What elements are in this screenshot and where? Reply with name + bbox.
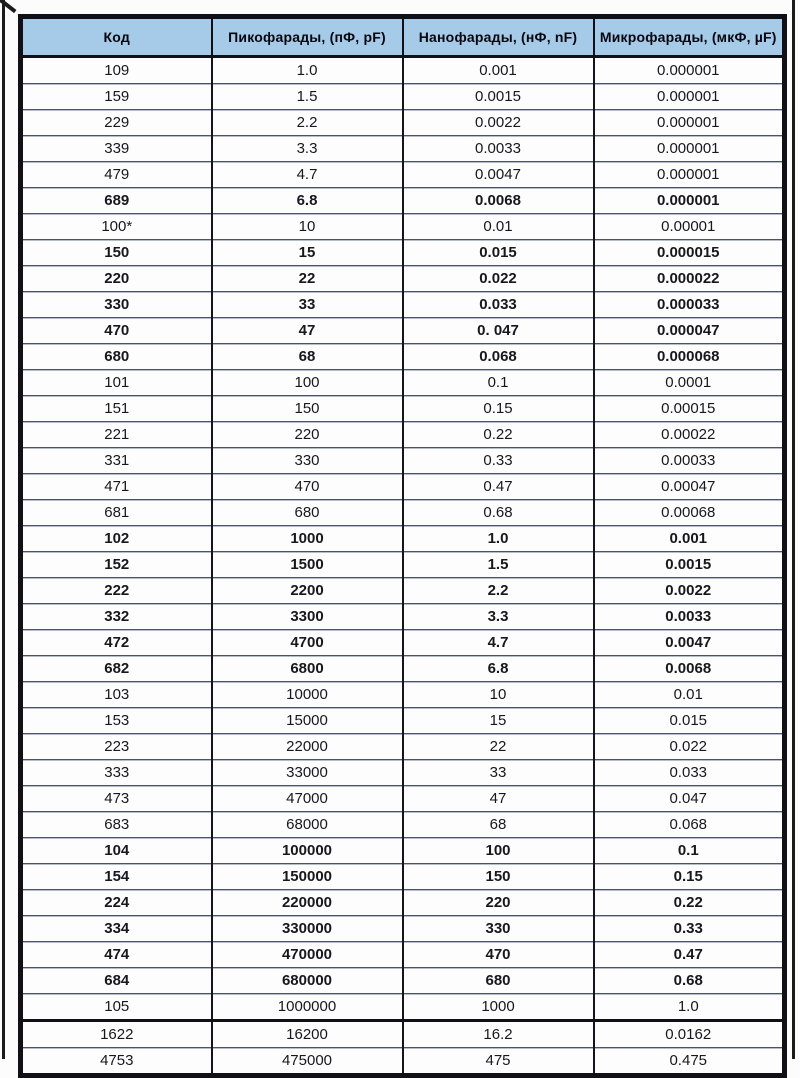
table-row [21,136,785,162]
cell: 471 [21,474,212,500]
cell: 0.068 [403,344,594,370]
table-row [21,1021,785,1048]
cell: 15000 [212,708,403,734]
table-row [21,422,785,448]
cell: 0.015 [403,240,594,266]
table-row [21,396,785,422]
cell: 47 [212,318,403,344]
cell: 0.0068 [403,188,594,214]
cell: 680 [212,500,403,526]
table-row [21,838,785,864]
cell: 479 [21,162,212,188]
cell: 0.0047 [594,630,785,656]
cell: 100* [21,214,212,240]
table-row [21,656,785,682]
cell: 159 [21,84,212,110]
cell: 0.00033 [594,448,785,474]
cell: 0.68 [403,500,594,526]
cell: 0.1 [403,370,594,396]
cell: 1.5 [403,552,594,578]
cell: 1.5 [212,84,403,110]
table-row [21,110,785,136]
cell: 683 [21,812,212,838]
cell: 0.001 [403,57,594,84]
cell: 330000 [212,916,403,942]
cell: 105 [21,994,212,1021]
column-header-2: Нанофарады, (нФ, nF) [403,17,594,57]
table-row [21,526,785,552]
cell: 332 [21,604,212,630]
cell: 0.00022 [594,422,785,448]
cell: 220000 [212,890,403,916]
cell: 470000 [212,942,403,968]
cell: 0.00047 [594,474,785,500]
cell: 0.0015 [403,84,594,110]
cell: 0.022 [403,266,594,292]
cell: 0.0162 [594,1021,785,1048]
cell: 15 [403,708,594,734]
cell: 0.068 [594,812,785,838]
table-row [21,916,785,942]
cell: 221 [21,422,212,448]
table-row [21,292,785,318]
cell: 151 [21,396,212,422]
cell: 3300 [212,604,403,630]
cell: 1000 [212,526,403,552]
table-body [21,57,785,1076]
cell: 0.0001 [594,370,785,396]
table-row [21,162,785,188]
cell: 330 [212,448,403,474]
cell: 0.000001 [594,162,785,188]
cell: 68 [403,812,594,838]
table-header [21,17,785,57]
table-row [21,630,785,656]
cell: 0.000001 [594,136,785,162]
cell: 22000 [212,734,403,760]
cell: 680000 [212,968,403,994]
cell: 3.3 [403,604,594,630]
table-row [21,370,785,396]
cell: 1.0 [594,994,785,1021]
cell: 0.0015 [594,552,785,578]
cell: 0.000015 [594,240,785,266]
cell: 680 [403,968,594,994]
cell: 4700 [212,630,403,656]
cell: 0.15 [403,396,594,422]
column-header-0: Код [21,17,212,57]
cell: 33000 [212,760,403,786]
cell: 220 [212,422,403,448]
cell: 0.68 [594,968,785,994]
cell: 1000000 [212,994,403,1021]
table-row [21,344,785,370]
column-header-1: Пикофарады, (пФ, pF) [212,17,403,57]
cell: 22 [403,734,594,760]
table-row [21,266,785,292]
cell: 0.047 [594,786,785,812]
cell: 224 [21,890,212,916]
cell: 220 [21,266,212,292]
cell: 0.0033 [403,136,594,162]
cell: 330 [403,916,594,942]
cell: 100 [212,370,403,396]
cell: 0.0022 [594,578,785,604]
cell: 1000 [403,994,594,1021]
table-row [21,57,785,84]
cell: 0.000001 [594,110,785,136]
cell: 680 [21,344,212,370]
cell: 150 [403,864,594,890]
cell: 0.000001 [594,57,785,84]
cell: 0.01 [594,682,785,708]
cell: 0.000033 [594,292,785,318]
cell: 0.1 [594,838,785,864]
cell: 0.000022 [594,266,785,292]
cell: 33 [403,760,594,786]
column-header-3: Микрофарады, (мкФ, µF) [594,17,785,57]
cell: 339 [21,136,212,162]
cell: 15 [212,240,403,266]
cell: 0.0022 [403,110,594,136]
cell: 4.7 [403,630,594,656]
cell: 330 [21,292,212,318]
cell: 103 [21,682,212,708]
cell: 333 [21,760,212,786]
cell: 1.0 [212,57,403,84]
table-row [21,968,785,994]
cell: 0.15 [594,864,785,890]
table-row [21,994,785,1021]
cell: 0.0047 [403,162,594,188]
cell: 154 [21,864,212,890]
cell: 6.8 [212,188,403,214]
cell: 22 [212,266,403,292]
cell: 10 [212,214,403,240]
cell: 0.000047 [594,318,785,344]
table-row [21,448,785,474]
cell: 2.2 [403,578,594,604]
cell: 0.000068 [594,344,785,370]
cell: 682 [21,656,212,682]
cell: 0.22 [594,890,785,916]
table-row [21,760,785,786]
cell: 4.7 [212,162,403,188]
cell: 223 [21,734,212,760]
cell: 473 [21,786,212,812]
cell: 229 [21,110,212,136]
cell: 150000 [212,864,403,890]
cell: 0.033 [594,760,785,786]
cell: 0.00015 [594,396,785,422]
cell: 0.47 [594,942,785,968]
table-row [21,682,785,708]
table-row [21,864,785,890]
cell: 475 [403,1048,594,1076]
cell: 470 [212,474,403,500]
header-row [21,17,785,57]
cell: 0.001 [594,526,785,552]
table-row [21,1048,785,1076]
cell: 0.015 [594,708,785,734]
table-row [21,214,785,240]
cell: 16200 [212,1021,403,1048]
cell: 1622 [21,1021,212,1048]
scan-edge-left [2,0,5,1059]
table-row [21,318,785,344]
cell: 0.033 [403,292,594,318]
cell: 0.47 [403,474,594,500]
cell: 16.2 [403,1021,594,1048]
scan-edge-right [792,0,795,1059]
cell: 100 [403,838,594,864]
table-row [21,708,785,734]
cell: 0.01 [403,214,594,240]
cell: 101 [21,370,212,396]
cell: 47000 [212,786,403,812]
cell: 2200 [212,578,403,604]
cell: 0.33 [403,448,594,474]
cell: 104 [21,838,212,864]
cell: 689 [21,188,212,214]
cell: 10 [403,682,594,708]
table-row [21,84,785,110]
cell: 102 [21,526,212,552]
cell: 0.33 [594,916,785,942]
cell: 684 [21,968,212,994]
cell: 4753 [21,1048,212,1076]
cell: 220 [403,890,594,916]
cell: 33 [212,292,403,318]
cell: 472 [21,630,212,656]
table-row [21,240,785,266]
capacitor-code-table [18,14,787,1078]
cell: 0. 047 [403,318,594,344]
table-row [21,578,785,604]
table-row [21,188,785,214]
cell: 68000 [212,812,403,838]
cell: 10000 [212,682,403,708]
table-row [21,786,785,812]
cell: 0.475 [594,1048,785,1076]
cell: 1500 [212,552,403,578]
cell: 1.0 [403,526,594,552]
cell: 109 [104,62,130,79]
cell: 100000 [212,838,403,864]
table-row [21,734,785,760]
table-row [21,812,785,838]
cell: 153 [21,708,212,734]
cell: 6.8 [403,656,594,682]
cell: 334 [21,916,212,942]
table-row [21,552,785,578]
cell: 222 [21,578,212,604]
cell: 0.00068 [594,500,785,526]
cell: 2.2 [212,110,403,136]
cell: 0.0068 [594,656,785,682]
cell: 470 [21,318,212,344]
table-row [21,604,785,630]
cell: 150 [21,240,212,266]
cell: 47 [403,786,594,812]
cell: 0.0033 [594,604,785,630]
cell: 474 [21,942,212,968]
cell: 470 [403,942,594,968]
cell: 331 [21,448,212,474]
cell: 152 [21,552,212,578]
cell: 681 [21,500,212,526]
cell: 3.3 [212,136,403,162]
cell: 150 [212,396,403,422]
table-row [21,890,785,916]
cell: 0.22 [403,422,594,448]
cell: 68 [212,344,403,370]
table-row [21,474,785,500]
cell: 0.000001 [594,188,785,214]
cell: 0.00001 [594,214,785,240]
cell: 475000 [212,1048,403,1076]
table-row [21,942,785,968]
cell: 6800 [212,656,403,682]
cell: 0.022 [594,734,785,760]
table-row [21,500,785,526]
cell: 0.000001 [594,84,785,110]
